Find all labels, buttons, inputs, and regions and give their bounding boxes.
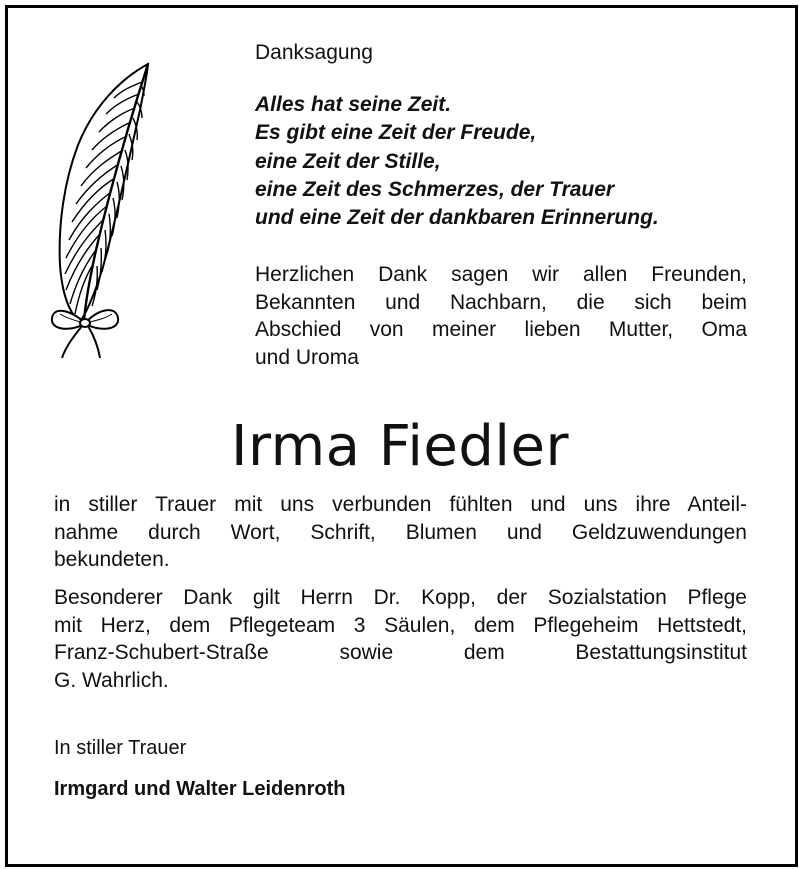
signatory-names: Irmgard und Walter Leidenroth xyxy=(54,778,346,800)
poem-line: eine Zeit des Schmerzes, der Trauer xyxy=(255,177,615,201)
paragraph-line: bekundeten. xyxy=(54,548,170,571)
thanks-line: Herzlichen Dank sagen wir allen Freunden, xyxy=(255,263,747,286)
poem-line: Alles hat seine Zeit. xyxy=(255,93,452,116)
thanks-line: Bekannten und Nachbarn, die sich beim xyxy=(255,290,747,314)
poem xyxy=(255,91,659,232)
thanks-line: Abschied von meiner lieben Mutter, Oma xyxy=(255,318,747,341)
closing-phrase: In stiller Trauer xyxy=(54,737,187,759)
sympathy-paragraph xyxy=(54,491,747,574)
paragraph-line: nahme durch Wort, Schrift, Blumen und Geldzuwendungen xyxy=(54,520,747,544)
thanks-line: und Uroma xyxy=(255,345,359,369)
thanks-paragraph xyxy=(255,261,747,371)
paragraph-line: Franz-Schubert-Straße sowie dem Bestattungsinstitut xyxy=(54,641,747,664)
paragraph-line: mit Herz, dem Pflegeteam 3 Säulen, dem Pflegeheim Hettstedt, xyxy=(54,613,747,637)
paragraph-line: in stiller Trauer mit uns verbunden fühlten und uns ihre Anteil- xyxy=(54,493,747,516)
poem-line: eine Zeit der Stille, xyxy=(255,149,441,173)
deceased-name: Irma Fiedler xyxy=(231,414,569,479)
poem-line: und eine Zeit der dankbaren Erinnerung. xyxy=(255,206,659,230)
notice-heading: Danksagung xyxy=(255,41,373,64)
paragraph-line: G. Wahrlich. xyxy=(54,668,169,692)
paragraph-line: Besonderer Dank gilt Herrn Dr. Kopp, der Sozialstation Pflege xyxy=(54,586,747,609)
feather-with-bow-icon xyxy=(44,60,154,360)
poem-line: Es gibt eine Zeit der Freude, xyxy=(255,121,537,145)
special-thanks-paragraph xyxy=(54,584,747,694)
